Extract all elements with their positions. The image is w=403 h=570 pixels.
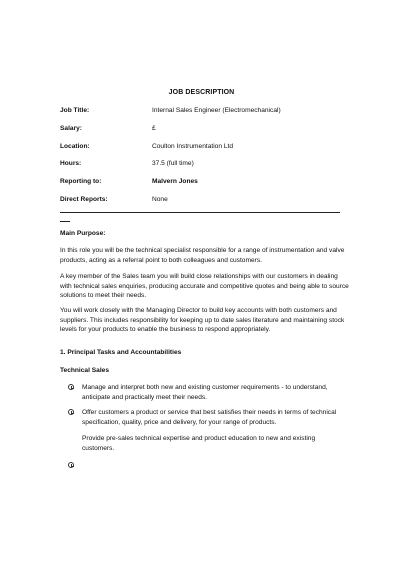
field-label: Hours: xyxy=(60,160,82,167)
divider-stub xyxy=(60,221,70,222)
section-heading: 1. Principal Tasks and Accountabilities xyxy=(60,349,182,356)
field-salary xyxy=(60,124,360,134)
checkmark-bullet-icon xyxy=(68,409,74,415)
field-location xyxy=(60,142,360,152)
main-purpose-heading: Main Purpose: xyxy=(60,230,106,237)
subsection-heading: Technical Sales xyxy=(60,367,109,374)
list-item-text: Manage and interpret both new and existing customer requirements - to understand, anticipate and practically meet their needs. xyxy=(82,384,328,401)
field-value: 37.5 (full time) xyxy=(152,160,194,167)
field-job-title xyxy=(60,106,360,116)
field-hours xyxy=(60,159,360,169)
indented-paragraph: Provide pre-sales technical expertise and product education to new and existing customers. xyxy=(82,435,316,452)
field-value: Coulton Instrumentation Ltd xyxy=(152,143,234,150)
field-label: Direct Reports: xyxy=(60,196,108,203)
field-value: Malvern Jones xyxy=(152,178,198,185)
field-label: Job Title: xyxy=(60,107,90,114)
field-label: Location: xyxy=(60,143,90,150)
paragraph: A key member of the Sales team you will build close relationships with our customers in dealing with technical sales enquiries, producing accurate and competitive quotes and being able to source solutions to meet their needs. xyxy=(60,273,349,300)
field-value: None xyxy=(152,196,168,203)
divider-line xyxy=(60,212,340,213)
document-title: JOB DESCRIPTION xyxy=(168,89,235,96)
field-direct-reports xyxy=(60,195,360,205)
paragraph: In this role you will be the technical specialist responsible for a range of instrumentation and valve products, acting as a referral point to both colleagues and customers. xyxy=(60,247,345,264)
field-value: £ xyxy=(152,125,156,132)
list-item-text: Offer customers a product or service that best satisfies their needs in terms of technical specification, quality, price and delivery, for your range of products. xyxy=(82,409,337,426)
field-label: Salary: xyxy=(60,125,82,132)
field-label: Reporting to: xyxy=(60,178,102,185)
checkmark-bullet-icon xyxy=(68,384,74,390)
field-reporting-to xyxy=(60,177,360,187)
paragraph: You will work closely with the Managing Director to build key accounts with both customers and suppliers. This includes responsibility for keeping up to date sales literature and maintaining stock levels for your products to enable the business to respond appropriately. xyxy=(60,307,345,334)
field-value: Internal Sales Engineer (Electromechanical) xyxy=(152,107,281,114)
checkmark-bullet-icon xyxy=(68,462,74,468)
